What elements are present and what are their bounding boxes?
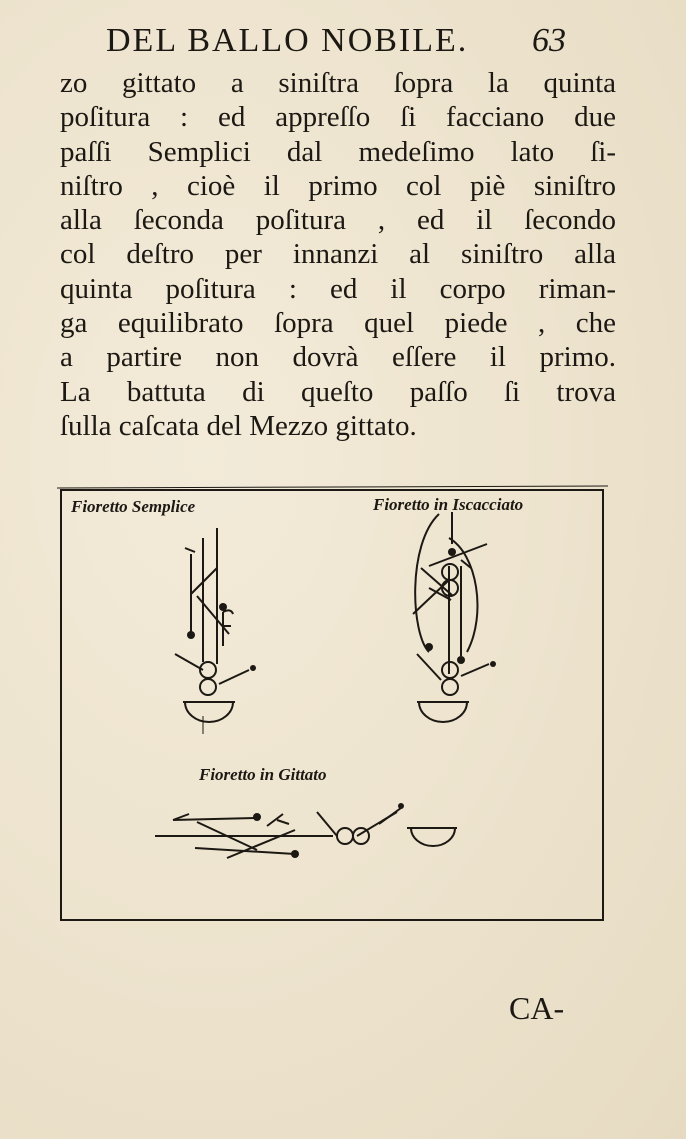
text-line: ga equilibrato ſopra quel piede , che [60,307,616,340]
text-line: zo gittato a siniſtra ſopra la quinta [60,67,616,99]
notation-fioretto-gittato [155,808,457,858]
engraved-plate [57,484,608,926]
text-line: alla ſeconda poſitura , ed il ſecondo [60,204,616,237]
text-line: col deſtro per innanzi al siniſtro alla [60,238,616,271]
text-line: poſitura : ed appreſſo ſi facciano due [60,101,616,134]
plate-frame [61,490,603,920]
notation-dots-gittato [253,803,404,858]
catchword: CA- [509,990,565,1026]
notation-dots-semplice [187,603,256,671]
running-header [106,22,586,66]
plate-top-rule [57,486,608,488]
label-fioretto-iscacciato: Fioretto in Iscacciato [373,495,524,514]
text-line: a partire non dovrà eſſere il primo. [60,341,616,374]
text-line: La battuta di queſto paſſo ſi trova [60,375,616,408]
notation-fioretto-iscacciato [413,512,489,722]
text-line: paſſi Semplici dal medeſimo lato ſi- [60,135,616,168]
text-line: ſulla caſcata del Mezzo gittato. [60,409,417,442]
text-line: niſtro , cioè il primo col piè siniſtro [60,169,616,202]
label-fioretto-gittato: Fioretto in Gittato [199,765,327,784]
page-number: 63 [532,22,566,59]
label-fioretto-semplice: Fioretto Semplice [71,497,196,516]
body-paragraph [60,66,616,443]
dance-notation-figure [57,484,608,926]
notation-fioretto-semplice [175,528,249,734]
running-title: DEL BALLO NOBILE. [106,22,469,59]
text-line: quinta poſitura : ed il corpo riman- [60,272,616,305]
